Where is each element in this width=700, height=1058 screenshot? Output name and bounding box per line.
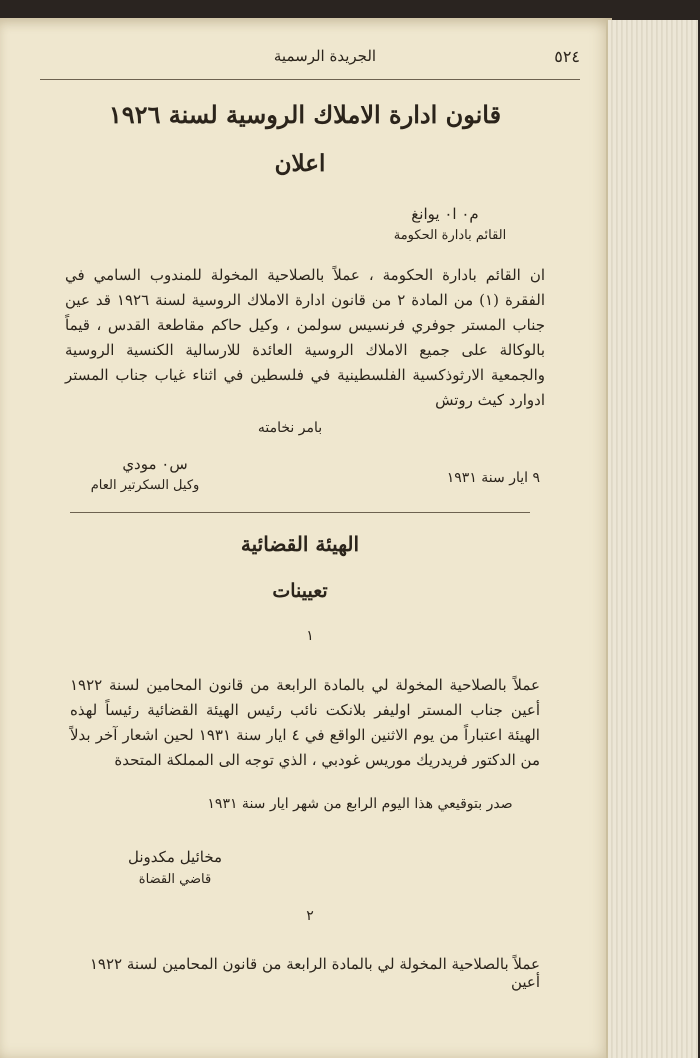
- item-1-body: عملاً بالصلاحية المخولة لي بالمادة الرابعة من قانون المحامين لسنة ١٩٢٢ أعين جناب المستر اوليفر بلانكت نائب رئيس الهيئة القضائية رئيساً لهذه الهيئة اعتباراً من يوم الاثنين الواقع في ٤ ايار سنة ١٩٣١ لحين اشعار آخر بدلاً من الدكتور فريدريك موريس غودبي ، الذي توجه الى المملكة المتحدة: [70, 676, 540, 769]
- judge-role: قاضي القضاة: [138, 872, 212, 887]
- official-name: س٠ مودي: [122, 455, 188, 473]
- notice-title: اعلان: [274, 150, 326, 177]
- appointments-title: تعيينات: [272, 580, 328, 602]
- notice-body: ان القائم بادارة الحكومة ، عملاً بالصلاحية المخولة للمندوب السامي في الفقرة (١) من المادة ٢ من قانون ادارة الاملاك الروسية لسنة ١٩٢٦ قد عين جناب المستر جوفري فرنسيس سولمن ، وكيل حاكم مقاطعة القدس ، قيماً بالوكالة على جميع الاملاك الروسية العائدة للارسالية الكنسية الروسية والجمعية الارثوذكسية الفلسطينية في فلسطين في اثناء غياب جناب المستر ادوارد كيث روتش: [65, 266, 545, 409]
- issued-line: صدر بتوقيعي هذا اليوم الرابع من شهر ايار سنة ١٩٣١: [207, 796, 513, 812]
- official-role: وكيل السكرتير العام: [90, 478, 200, 493]
- item-2-number: ٢: [306, 908, 314, 924]
- judge-name: مخائيل مكدونل: [127, 848, 223, 866]
- law-title: قانون ادارة الاملاك الروسية لسنة ١٩٢٦: [108, 100, 502, 129]
- signer-role: القائم بادارة الحكومة: [393, 228, 507, 243]
- section-divider: [70, 512, 530, 513]
- signer-name: م٠ ا٠ يوانغ: [411, 205, 479, 223]
- header-rule: [40, 79, 580, 80]
- item-2-body: عملاً بالصلاحية المخولة لي بالمادة الرابعة من قانون المحامين لسنة ١٩٢٢ أعين: [89, 955, 540, 991]
- journal-title: الجريدة الرسمية: [273, 47, 377, 65]
- page-header: [40, 47, 580, 77]
- item-1-number: ١: [306, 628, 314, 644]
- judicial-title: الهيئة القضائية: [240, 532, 360, 556]
- page-number: ٥٢٤: [554, 47, 580, 66]
- notice-date: ٩ ايار سنة ١٩٣١: [446, 470, 540, 486]
- by-order: بامر نخامته: [257, 420, 323, 436]
- page-edges: [606, 20, 698, 1058]
